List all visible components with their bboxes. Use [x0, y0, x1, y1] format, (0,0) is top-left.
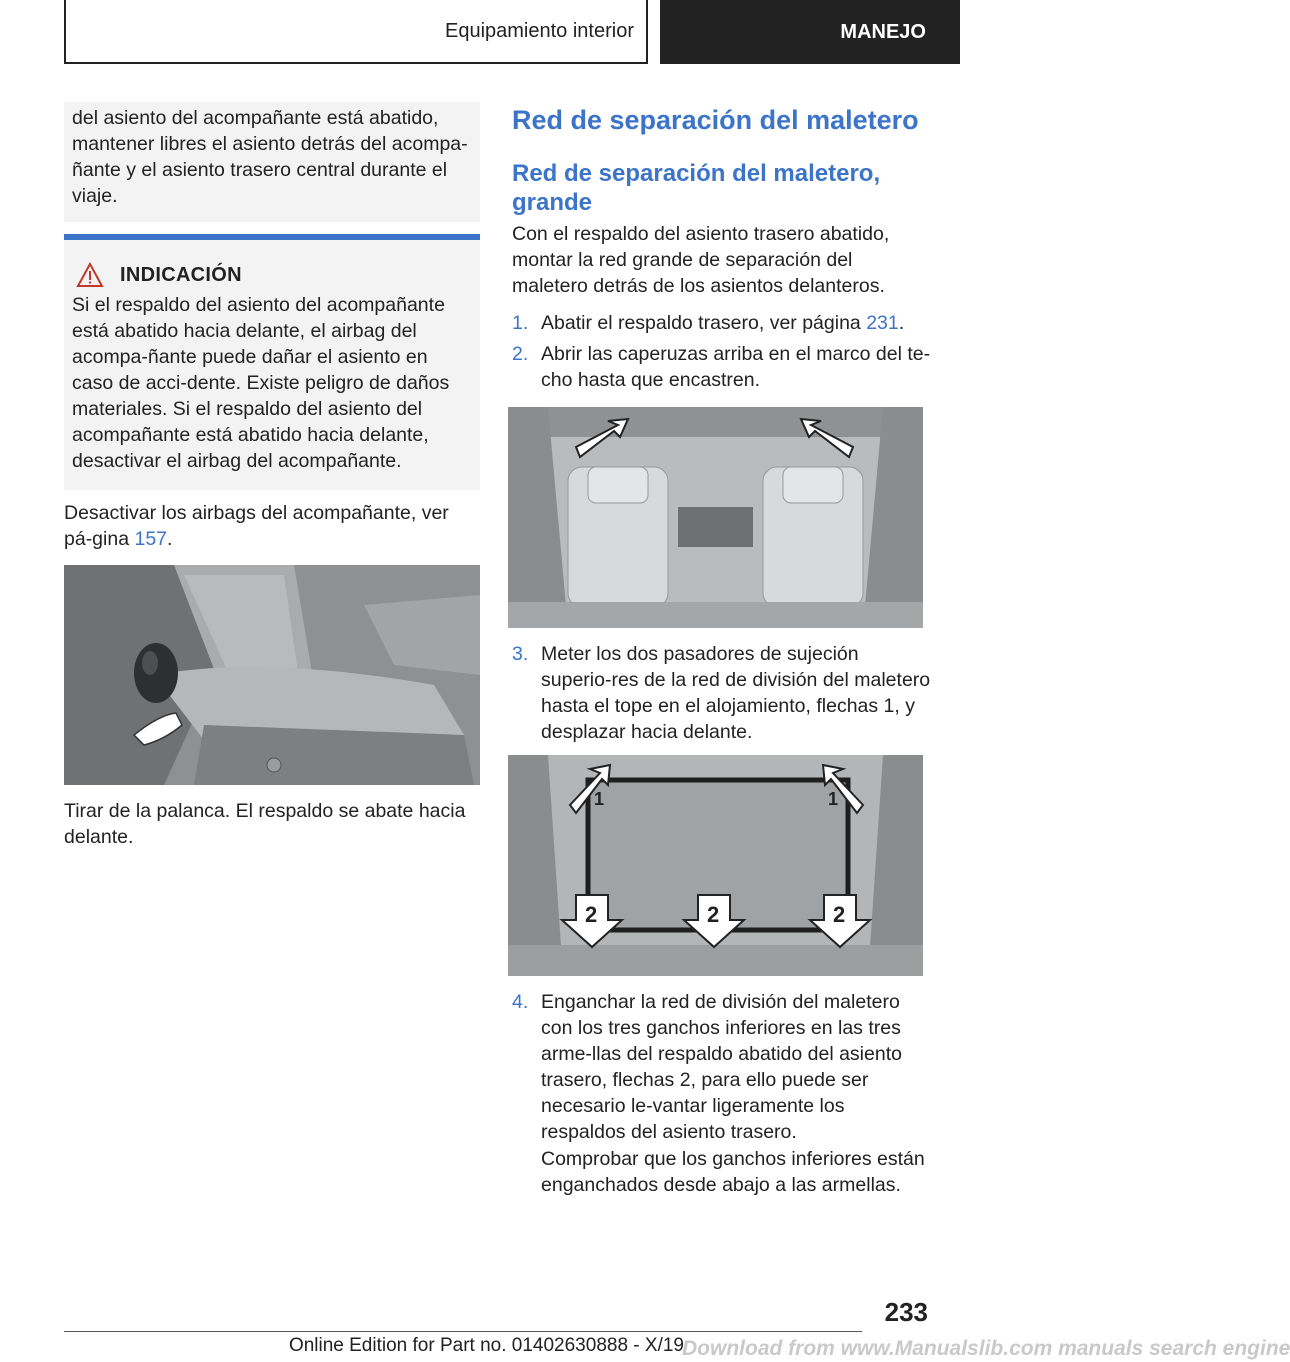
- warning-text: Si el respaldo del asiento del acompañante está abatido hacia delante, el airbag del acompa-ñante puede dañar el asiento en caso de acci-dente. Existe peligro de daños materiales. Si el respaldo del asiento del acompañante está abatido hacia delante, desactivar el airbag del acompañante.: [72, 294, 450, 472]
- section-title: Equipamiento interior: [445, 19, 634, 42]
- step4-note: Comprobar que los ganchos inferiores están enganchados desde abajo a las armellas.: [541, 1148, 925, 1196]
- warning-box: [64, 240, 480, 490]
- continued-text: del asiento del acompañante está abatido, mantener libres el asiento detrás del acompa-ñante y el asiento trasero central durante el viaje.: [72, 107, 468, 207]
- roof-caps-illustration: [508, 407, 923, 628]
- step-number: 4.: [512, 991, 529, 1013]
- header-chapter-tab: [660, 0, 960, 64]
- sub-heading: Red de separación del maletero, grande: [512, 160, 881, 216]
- arrow-label-1-left: 1: [594, 789, 605, 809]
- continued-box: [64, 102, 480, 222]
- seat-lever-illustration: [64, 565, 480, 785]
- step-text: Abatir el respaldo trasero, ver página: [541, 312, 861, 334]
- chapter-title: MANEJO: [840, 20, 926, 43]
- edition-text: Online Edition for Part no. 01402630888 - X/19: [288, 1335, 684, 1356]
- step-text: Abrir las caperuzas arriba en el marco del te-cho hasta que encastren.: [541, 343, 931, 391]
- footer-divider: [64, 1331, 862, 1332]
- deactivate-text: Desactivar los airbags del acompañante, ver pá-gina: [64, 502, 449, 550]
- step-1: 1. Abatir el respaldo trasero, ver página 231.: [512, 312, 905, 334]
- step-number: 3.: [512, 643, 529, 665]
- arrow-label-2-right: 2: [833, 902, 846, 927]
- step-2: [512, 341, 932, 393]
- warning-title: INDICACIÓN: [120, 263, 242, 286]
- deactivate-paragraph: Desactivar los airbags del acompañante, ver pá-gina 157.: [64, 502, 449, 550]
- arrow-label-2-center: 2: [707, 902, 720, 927]
- intro-paragraph: Con el respaldo del asiento trasero abatido, montar la red grande de separación del maletero detrás de los asientos delanteros.: [512, 223, 890, 297]
- net-figure: [508, 755, 923, 976]
- page-number: 233: [884, 1297, 928, 1327]
- step-number: 1.: [512, 312, 529, 334]
- arrow-label-2-left: 2: [585, 902, 598, 927]
- step-number: 2.: [512, 343, 529, 365]
- step-4: [512, 989, 932, 1145]
- seat-lever-figure: [64, 565, 480, 785]
- page-link-231[interactable]: 231: [866, 312, 899, 334]
- step-text: Enganchar la red de división del maletero con los tres ganchos inferiores en las tres arme-llas del respaldo abatido del asiento trasero, flechas 2, para ello puede ser necesario le-vantar ligeramente los respaldos del asiento trasero.: [541, 991, 902, 1143]
- main-heading: Red de separación del maletero: [512, 105, 919, 135]
- net-illustration: [508, 755, 923, 976]
- page-link-157[interactable]: 157: [134, 528, 168, 550]
- arrow-label-1-right: 1: [828, 789, 839, 809]
- roof-caps-figure: [508, 407, 923, 628]
- step-3: [512, 641, 932, 745]
- step-text: Meter los dos pasadores de sujeción superio-res de la red de división del maletero hasta el tope en el alojamiento, flechas 1, y desplazar hacia delante.: [541, 643, 931, 743]
- warning-triangle-icon: [76, 262, 104, 288]
- header-section-title: [64, 0, 648, 64]
- figure1-caption: Tirar de la palanca. El respaldo se abate hacia delante.: [64, 800, 466, 848]
- watermark: Download from www.Manualslib.com manuals search engine: [682, 1337, 1290, 1360]
